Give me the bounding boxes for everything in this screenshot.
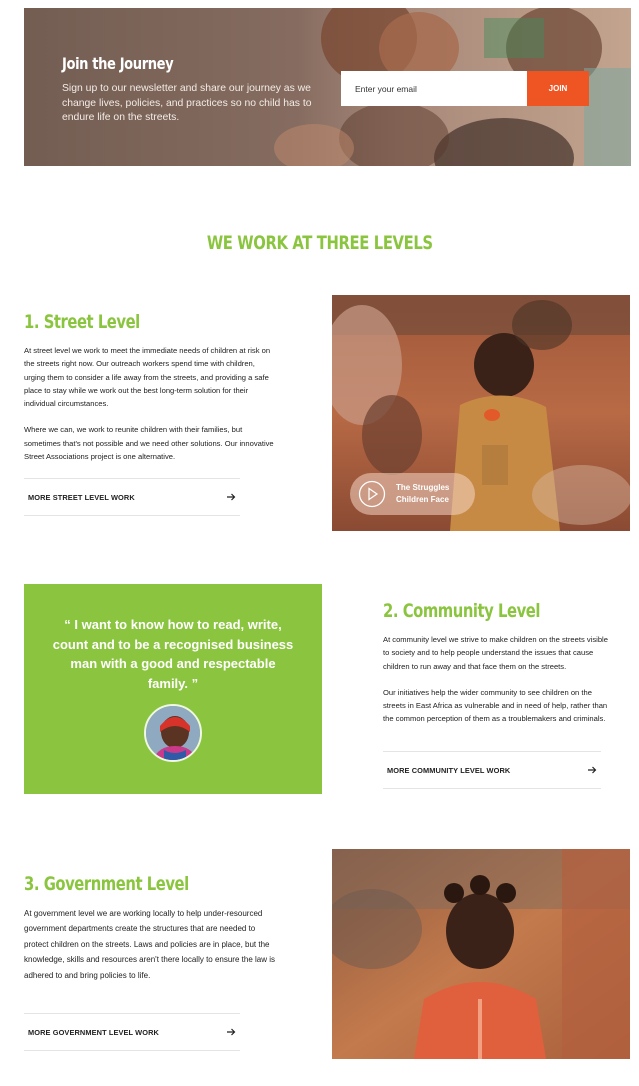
- government-level-text: [24, 906, 276, 983]
- government-level-title: 3. Government Level: [24, 873, 189, 895]
- street-level-paragraph: Where we can, we work to reunite children with their families, but sometimes that's not possible and we need other solutions. Our innovative Street Associations project is one alternative.: [24, 425, 274, 462]
- government-level-photo: [332, 849, 630, 1059]
- avatar: [144, 704, 202, 762]
- street-level-title: 1. Street Level: [24, 311, 140, 333]
- quote-text: “ I want to know how to read, write, count and to be a recognised business man with a good and respectable family. ”: [52, 617, 294, 691]
- newsletter-title: Join the Journey: [62, 54, 174, 73]
- section-title: [0, 232, 639, 254]
- quote-box: [24, 584, 322, 794]
- video-label: The Struggles Children Face: [396, 482, 450, 504]
- play-icon: [358, 480, 386, 508]
- more-government-level-label: MORE GOVERNMENT LEVEL WORK: [28, 1027, 159, 1037]
- avatar-image: [146, 706, 202, 762]
- government-level-paragraph: At government level we are working locally to help under-resourced government departments create the structures that are needed to protect children on the streets. Laws and policies are in place, but the knowledge, skills and resources aren't there locally to ensure the law is adhered to and bring policies to life.: [24, 909, 275, 980]
- newsletter-banner: [24, 8, 631, 166]
- more-street-level-label: MORE STREET LEVEL WORK: [28, 492, 135, 502]
- video-play-button[interactable]: [350, 473, 475, 515]
- arrow-right-icon: [226, 492, 236, 502]
- community-level-paragraph: At community level we strive to make children on the streets visible to society and to help people understand the issues that cause children to run away and that face them on the streets.: [383, 635, 608, 671]
- street-level-photo: [332, 295, 630, 531]
- government-level-image: [332, 849, 630, 1059]
- join-button[interactable]: JOIN: [527, 71, 589, 106]
- street-level-text: [24, 344, 274, 463]
- arrow-right-icon: [226, 1027, 236, 1037]
- arrow-right-icon: [587, 765, 597, 775]
- more-community-level-label: MORE COMMUNITY LEVEL WORK: [387, 765, 511, 775]
- section-title-text: WE WORK AT THREE LEVELS: [206, 232, 433, 254]
- community-level-title: 2. Community Level: [383, 600, 540, 622]
- newsletter-form: [341, 71, 589, 106]
- community-level-paragraph: Our initiatives help the wider community to see children on the streets in East Africa as vulnerable and in need of help, rather than the common perception of them as a troublemakers and criminals.: [383, 687, 608, 724]
- more-community-level-link[interactable]: [383, 751, 601, 789]
- more-street-level-link[interactable]: [24, 478, 240, 516]
- more-government-level-link[interactable]: [24, 1013, 240, 1051]
- email-input[interactable]: [341, 71, 527, 106]
- newsletter-description: Sign up to our newsletter and share our journey as we change lives, policies, and practices so no child has to endure life on the streets.: [62, 83, 312, 123]
- street-level-paragraph: At street level we work to meet the immediate needs of children at risk on the streets right now. Our outreach workers spend time with children, urging them to consider a life away from the streets, and providing a safe place to stay while we work out the best long-term solution for their individual circumstances.: [24, 346, 271, 409]
- community-level-text: [383, 633, 615, 726]
